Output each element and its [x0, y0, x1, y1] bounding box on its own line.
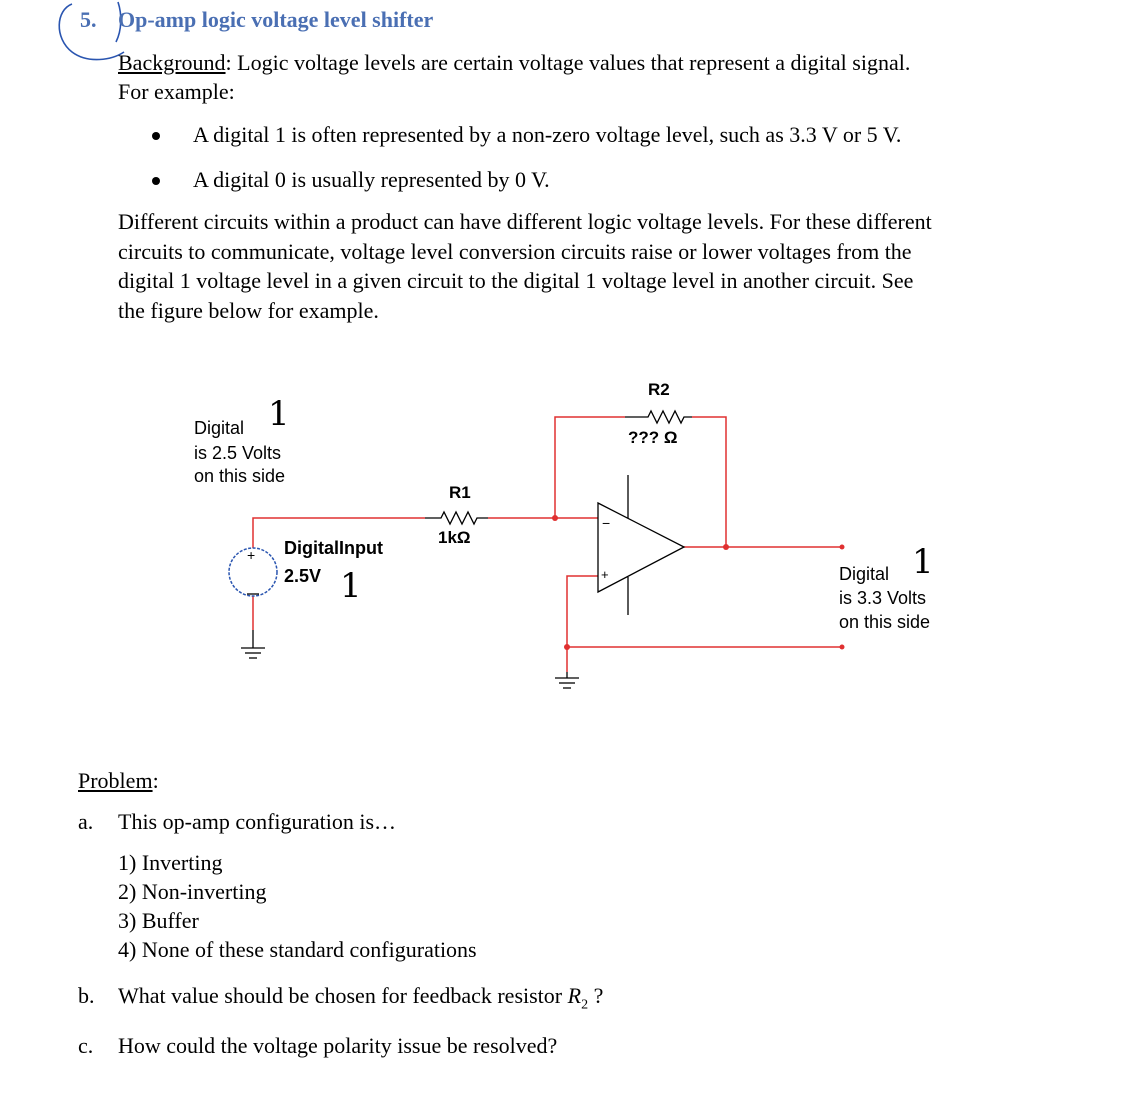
question-b-letter: b. [78, 983, 95, 1008]
right-note-line3: on this side [839, 612, 931, 632]
terminal-dot [840, 645, 845, 650]
left-note-digital: Digital [194, 418, 245, 438]
question-c-text: How could the voltage polarity issue be resolved? [118, 1033, 558, 1058]
problem-label: Problem [78, 768, 153, 793]
junction-dot [552, 515, 558, 521]
r1-value: 1kΩ [438, 528, 471, 547]
question-b-var: R [567, 983, 582, 1008]
option-4: 4) None of these standard configurations [118, 937, 477, 962]
option-2: 2) Non-inverting [118, 879, 267, 904]
r2-value: ??? Ω [628, 428, 678, 447]
bullet-item-1: A digital 1 is often represented by a non-zero voltage level, such as 3.3 V or 5 V. [193, 122, 902, 147]
question-b [118, 981, 603, 1020]
bullet-item-2: A digital 0 is usually represented by 0 V. [193, 167, 550, 192]
background-label: Background [118, 50, 226, 75]
background-line-2: For example: [118, 79, 235, 104]
r2-name: R2 [648, 380, 670, 399]
right-note-line2: is 3.3 Volts [839, 588, 927, 608]
junction-dot [723, 544, 729, 550]
opamp-minus: − [602, 515, 611, 531]
source-plus: + [247, 547, 256, 563]
question-b-sub: 2 [581, 997, 589, 1013]
question-b-end: ? [588, 983, 604, 1008]
source-value: 2.5V [284, 566, 322, 586]
opamp-symbol [598, 475, 684, 615]
ground-symbol-left [241, 630, 265, 658]
question-c-letter: c. [78, 1033, 94, 1058]
right-note-digit: 1 [912, 542, 934, 582]
paragraph-line-4: the figure below for example. [118, 298, 379, 323]
question-a-letter: a. [78, 809, 94, 834]
source-name: DigitalInput [284, 538, 383, 558]
right-note-digital: Digital [839, 564, 890, 584]
background-text: : Logic voltage levels are certain voltage values that represent a digital signal. [225, 50, 911, 75]
r1-name: R1 [449, 483, 471, 502]
option-3: 3) Buffer [118, 908, 199, 933]
question-b-text: What value should be chosen for feedback resistor [118, 983, 568, 1008]
source-digit: 1 [340, 566, 362, 606]
left-note-line2: is 2.5 Volts [194, 443, 282, 463]
left-note-line3: on this side [194, 466, 286, 486]
paragraph-line-2: circuits to communicate, voltage level conversion circuits raise or lower voltages from the [118, 239, 912, 264]
problem-number: 5. [80, 7, 97, 32]
option-1: 1) Inverting [118, 850, 223, 875]
problem-heading [78, 766, 159, 796]
left-note-digit: 1 [268, 394, 290, 434]
r2-resistor [625, 411, 692, 423]
terminal-dot [840, 545, 845, 550]
paragraph-line-1: Different circuits within a product can have different logic voltage levels. For these different [118, 209, 932, 234]
question-a-text: This op-amp configuration is… [118, 809, 397, 834]
problem-colon: : [152, 768, 159, 793]
junction-dot [564, 644, 570, 650]
ground-symbol-right [555, 672, 579, 688]
paragraph-line-3: digital 1 voltage level in a given circuit to the digital 1 voltage level in another circuit. See [118, 268, 914, 293]
opamp-plus: + [601, 567, 609, 582]
r1-resistor [425, 512, 488, 524]
problem-title: Op-amp logic voltage level shifter [118, 7, 434, 32]
